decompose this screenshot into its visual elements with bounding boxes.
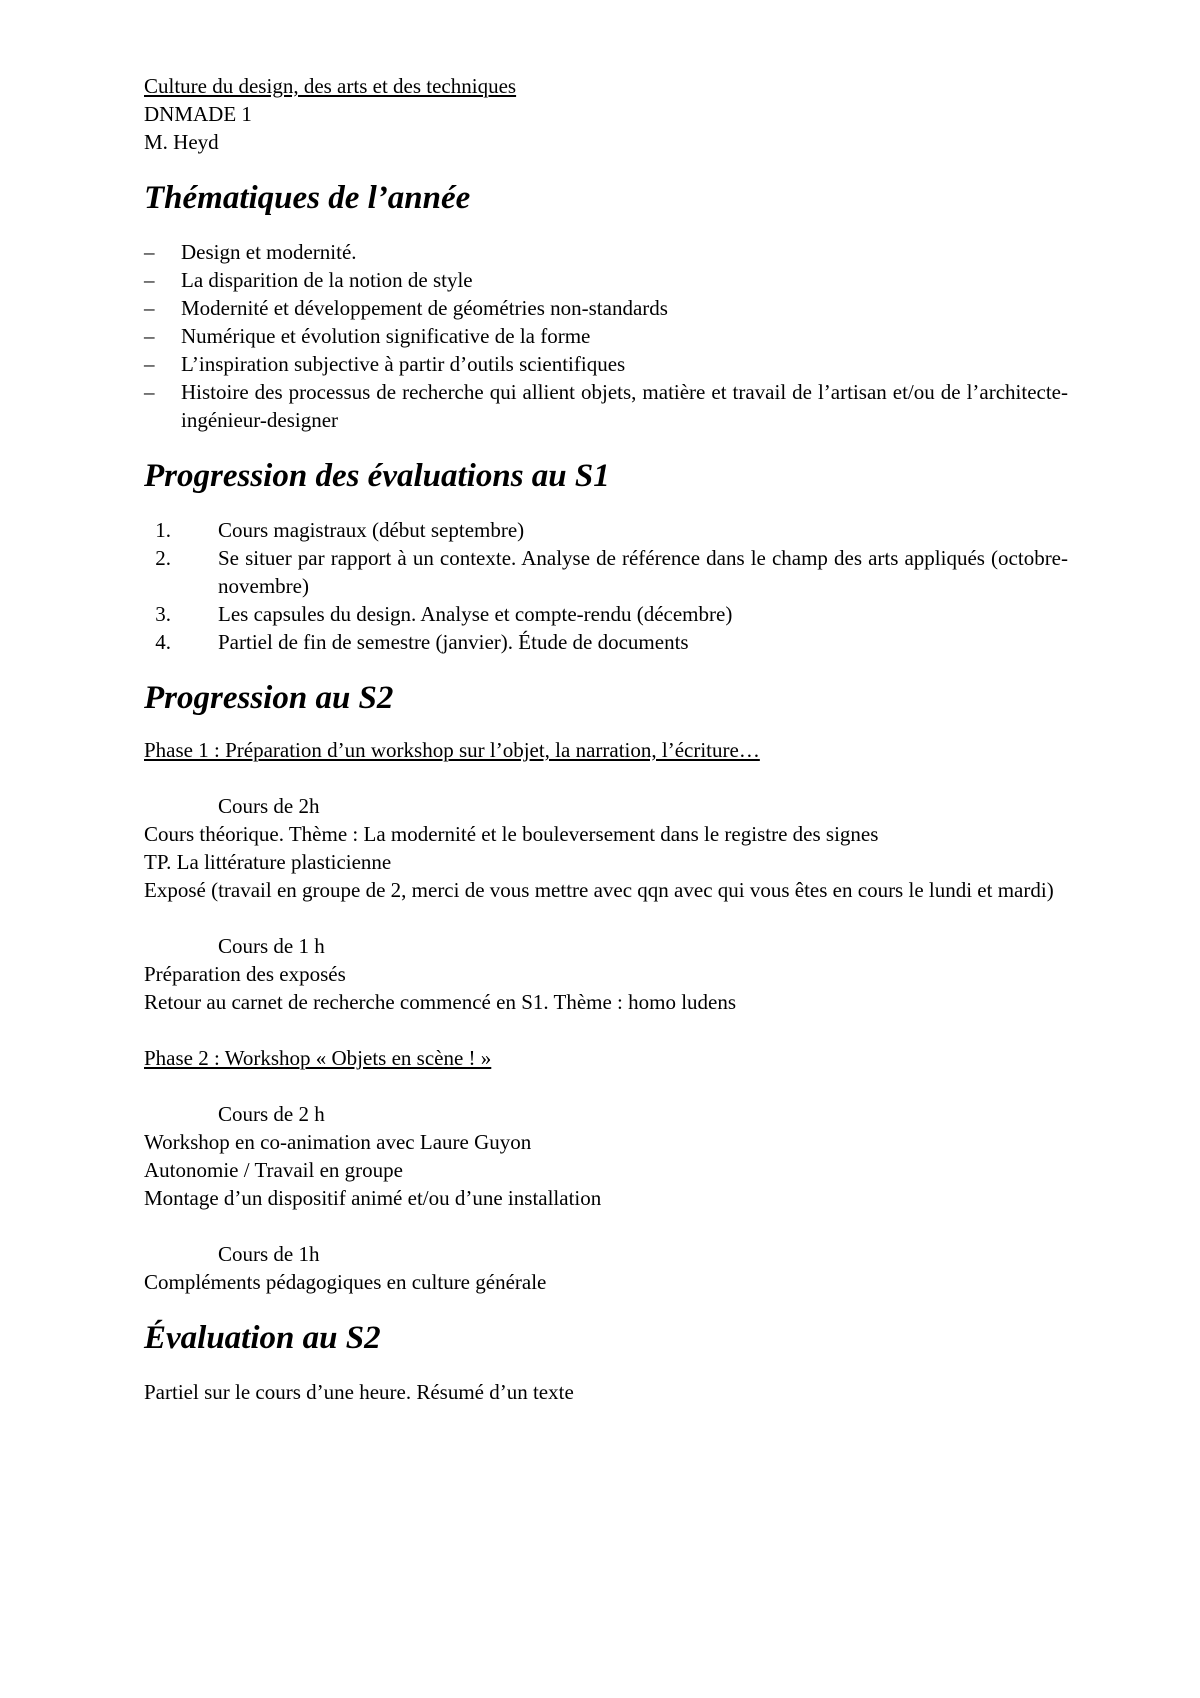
- level-label: DNMADE 1: [144, 102, 252, 126]
- course-title: Culture du design, des arts et des techniques: [144, 74, 517, 98]
- theme-item-text: La disparition de la notion de style: [181, 268, 473, 292]
- teacher-name: M. Heyd: [144, 130, 219, 154]
- dash-marker: –: [144, 380, 155, 404]
- document-header: [144, 72, 1068, 156]
- phase2-block2-heading: Cours de 1h: [218, 1242, 320, 1266]
- theme-item: [144, 266, 1068, 294]
- evaluation-heading: Évaluation au S2: [144, 1320, 381, 1356]
- themes-list: [144, 238, 1068, 434]
- phase1-block2-heading: Cours de 1 h: [218, 934, 325, 958]
- phase2-block1-line: Autonomie / Travail en groupe: [144, 1158, 403, 1182]
- dash-marker: –: [144, 296, 155, 320]
- s1-item: [144, 628, 1068, 656]
- phase1-block1-line: TP. La littérature plasticienne: [144, 850, 392, 874]
- theme-item-text: Design et modernité.: [181, 240, 357, 264]
- theme-item: [144, 378, 1068, 434]
- s1-heading: Progression des évaluations au S1: [144, 458, 610, 494]
- phase1-block1-line: Cours théorique. Thème : La modernité et le bouleversement dans le registre des signes: [144, 822, 879, 846]
- phase2-block1-heading: Cours de 2 h: [218, 1102, 325, 1126]
- phase1-block2-line: Retour au carnet de recherche commencé en S1. Thème : homo ludens: [144, 990, 737, 1014]
- theme-item: [144, 322, 1068, 350]
- s1-item-text: Se situer par rapport à un contexte. Analyse de référence dans le champ des arts appliqués (octobre-novembre): [218, 546, 1068, 598]
- phase2-title: Phase 2 : Workshop « Objets en scène ! »: [144, 1046, 492, 1070]
- item-number: 4.: [155, 630, 171, 654]
- s1-item-text: Partiel de fin de semestre (janvier). Étude de documents: [218, 630, 689, 654]
- phase1-block1-line: Exposé (travail en groupe de 2, merci de vous mettre avec qqn avec qui vous êtes en cours le lundi et mardi): [144, 878, 1054, 902]
- dash-marker: –: [144, 268, 155, 292]
- phase2-block1-line: Montage d’un dispositif animé et/ou d’une installation: [144, 1186, 602, 1210]
- s1-item-text: Cours magistraux (début septembre): [218, 518, 525, 542]
- item-number: 2.: [155, 546, 171, 570]
- theme-item-text: L’inspiration subjective à partir d’outils scientifiques: [181, 352, 626, 376]
- phase2-block2-line: Compléments pédagogiques en culture générale: [144, 1270, 547, 1294]
- s1-list: [144, 516, 1068, 656]
- theme-item: [144, 294, 1068, 322]
- theme-item: [144, 350, 1068, 378]
- s1-item: [144, 516, 1068, 544]
- dash-marker: –: [144, 240, 155, 264]
- theme-item-text: Numérique et évolution significative de la forme: [181, 324, 591, 348]
- s1-item: [144, 544, 1068, 600]
- theme-item-text: Histoire des processus de recherche qui allient objets, matière et travail de l’artisan et/ou de l’architecte-ingénieur-designer: [181, 380, 1068, 432]
- theme-item: [144, 238, 1068, 266]
- dash-marker: –: [144, 324, 155, 348]
- s1-item: [144, 600, 1068, 628]
- phase2-block1-line: Workshop en co-animation avec Laure Guyon: [144, 1130, 532, 1154]
- evaluation-text: Partiel sur le cours d’une heure. Résumé d’un texte: [144, 1380, 574, 1404]
- themes-heading: Thématiques de l’année: [144, 180, 471, 216]
- s2-heading: Progression au S2: [144, 680, 394, 716]
- item-number: 1.: [155, 518, 171, 542]
- dash-marker: –: [144, 352, 155, 376]
- phase1-block1-heading: Cours de 2h: [218, 794, 320, 818]
- phase1-block2-line: Préparation des exposés: [144, 962, 346, 986]
- s1-item-text: Les capsules du design. Analyse et compte-rendu (décembre): [218, 602, 733, 626]
- phase1-title: Phase 1 : Préparation d’un workshop sur l’objet, la narration, l’écriture…: [144, 738, 760, 762]
- theme-item-text: Modernité et développement de géométries non-standards: [181, 296, 668, 320]
- item-number: 3.: [155, 602, 171, 626]
